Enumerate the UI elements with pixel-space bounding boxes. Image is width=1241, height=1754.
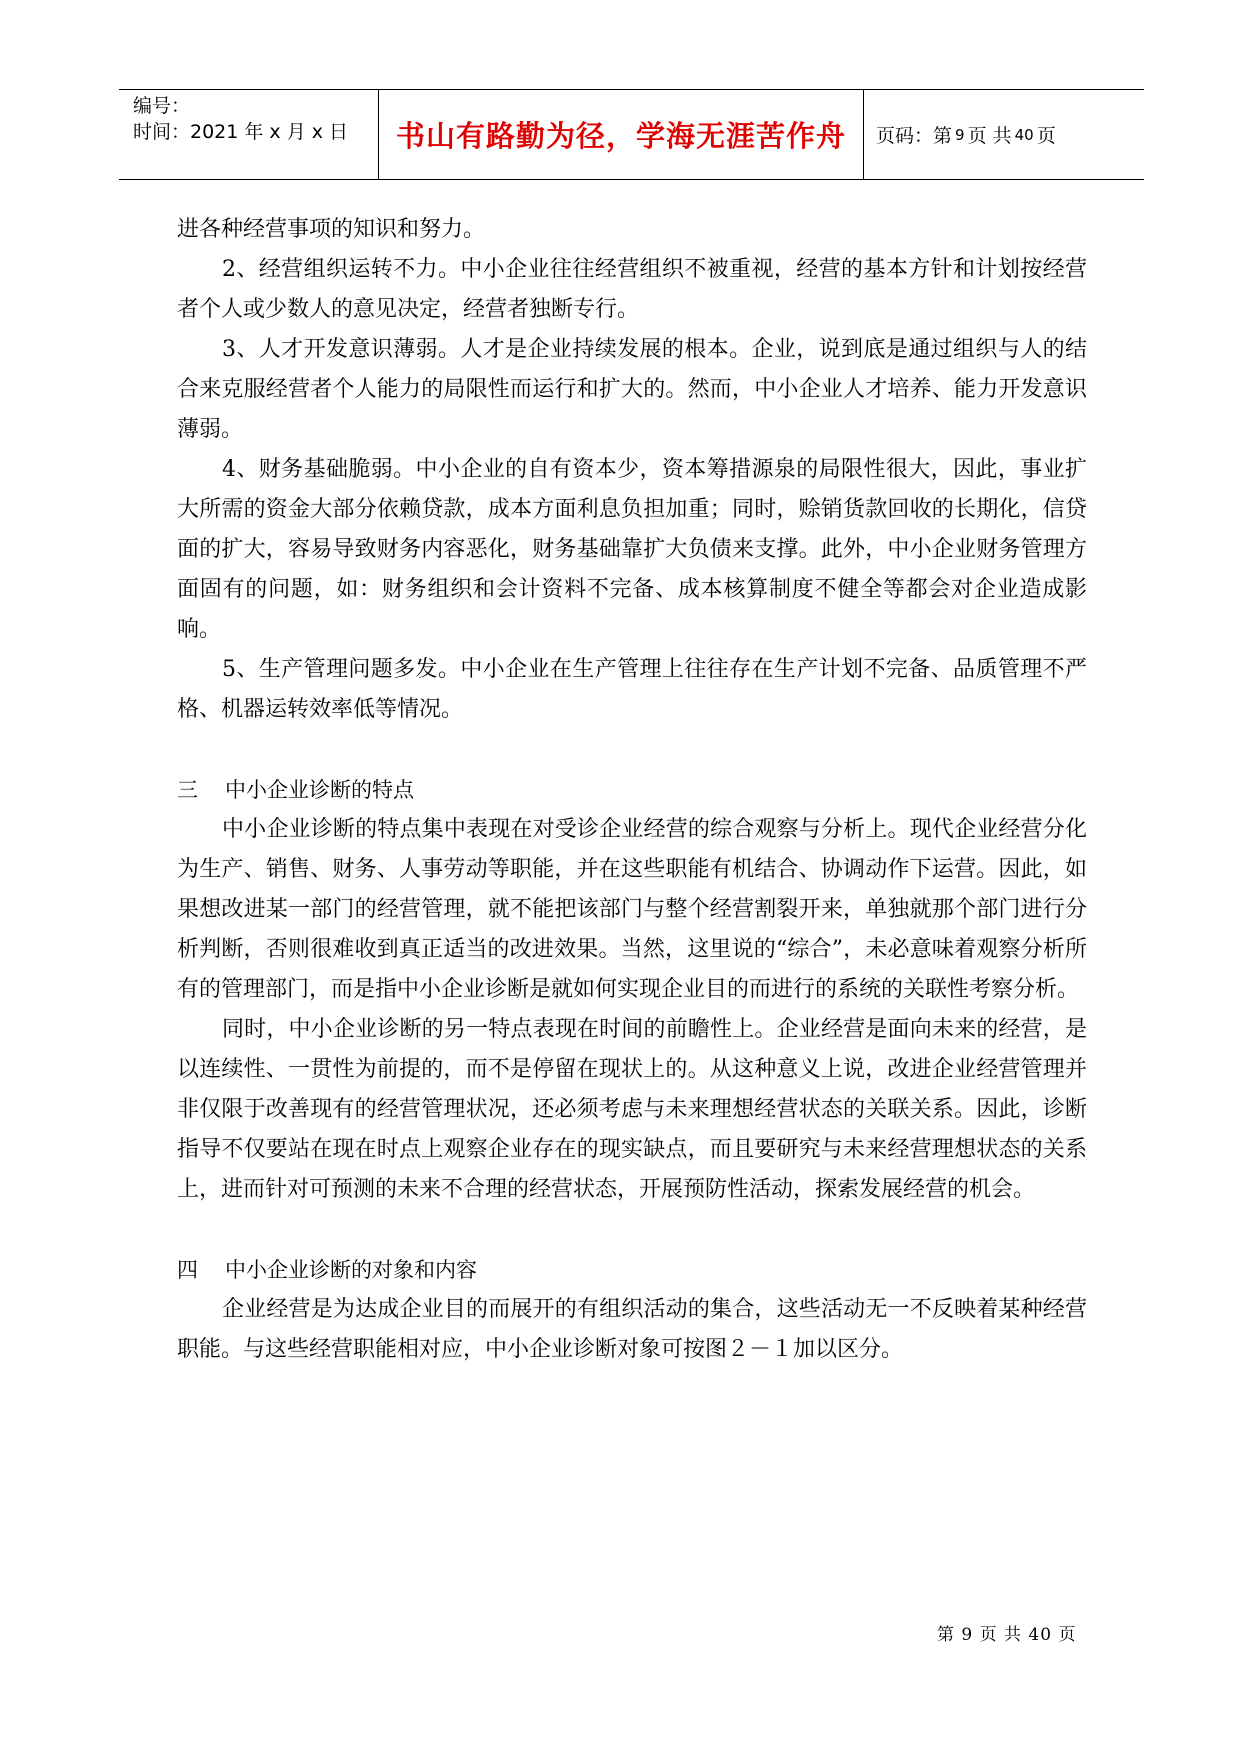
number-label: 编号： bbox=[133, 95, 191, 117]
page-mid: 页 共 bbox=[967, 125, 1012, 147]
body-text bbox=[177, 210, 1087, 1370]
page-footer: 第 9 页 共 40 页 bbox=[937, 1625, 1077, 1645]
paragraph: 同时，中小企业诊断的另一特点表现在时间的前瞻性上。企业经营是面向未来的经营，是以连续性、一贯性为前提的，而不是停留在现状上的。从这种意义上说，改进企业经营管理并非仅限于改善现有的经营管理状况，还必须考虑与未来理想经营状态的关联关系。因此，诊断指导不仅要站在现在时点上观察企业存在的现实缺点，而且要研究与未来经营理想状态的关系上，进而针对可预测的未来不合理的经营状态，开展预防性活动，探索发展经营的机会。 bbox=[177, 1017, 1087, 1202]
paragraph: 企业经营是为达成企业目的而展开的有组织活动的集合，这些活动无一不反映着某种经营职能。与这些经营职能相对应，中小企业诊断对象可按图２－１加以区分。 bbox=[177, 1297, 1087, 1362]
header-page-info bbox=[864, 90, 1144, 179]
section-number: 三 bbox=[177, 778, 198, 802]
paragraph: 进各种经营事项的知识和努力。 bbox=[177, 217, 486, 242]
time-label: 时间：2021 年 x 月 x 日 bbox=[133, 121, 349, 143]
page-header bbox=[119, 89, 1144, 180]
section-heading bbox=[177, 770, 1087, 810]
section-number: 四 bbox=[177, 1258, 198, 1282]
page-total: 40 bbox=[1014, 125, 1034, 144]
paragraph: 4、财务基础脆弱。中小企业的自有资本少，资本筹措源泉的局限性很大，因此，事业扩大所需的资金大部分依赖贷款，成本方面利息负担加重；同时，赊销货款回收的长期化，信贷面的扩大，容易导致财务内容恶化，财务基础靠扩大负债来支撑。此外，中小企业财务管理方面固有的问题，如：财务组织和会计资料不完备、成本核算制度不健全等都会对企业造成影响。 bbox=[177, 457, 1087, 642]
paragraph: 5、生产管理问题多发。中小企业在生产管理上往往存在生产计划不完备、品质管理不严格、机器运转效率低等情况。 bbox=[177, 657, 1087, 722]
page-number: 9 bbox=[955, 125, 965, 144]
paragraph: 2、经营组织运转不力。中小企业往往经营组织不被重视，经营的基本方针和计划按经营者个人或少数人的意见决定，经营者独断专行。 bbox=[177, 257, 1087, 322]
section-title: 中小企业诊断的特点 bbox=[225, 778, 414, 802]
header-motto: 书山有路勤为径，学海无涯苦作舟 bbox=[379, 90, 864, 179]
paragraph: 中小企业诊断的特点集中表现在对受诊企业经营的综合观察与分析上。现代企业经营分化为生产、销售、财务、人事劳动等职能，并在这些职能有机结合、协调动作下运营。因此，如果想改进某一部门的经营管理，就不能把该部门与整个经营割裂开来，单独就那个部门进行分析判断，否则很难收到真正适当的改进效果。当然，这里说的“综合”，未必意味着观察分析所有的管理部门，而是指中小企业诊断是就如何实现企业目的而进行的系统的关联性考察分析。 bbox=[177, 817, 1087, 1002]
page-suffix: 页 bbox=[1036, 125, 1056, 147]
section-title: 中小企业诊断的对象和内容 bbox=[225, 1258, 477, 1282]
header-left-cell bbox=[119, 90, 379, 179]
paragraph: 3、人才开发意识薄弱。人才是企业持续发展的根本。企业，说到底是通过组织与人的结合来克服经营者个人能力的局限性而运行和扩大的。然而，中小企业人才培养、能力开发意识薄弱。 bbox=[177, 337, 1087, 442]
section-heading bbox=[177, 1250, 1087, 1290]
page-prefix: 页码：第 bbox=[876, 125, 953, 147]
